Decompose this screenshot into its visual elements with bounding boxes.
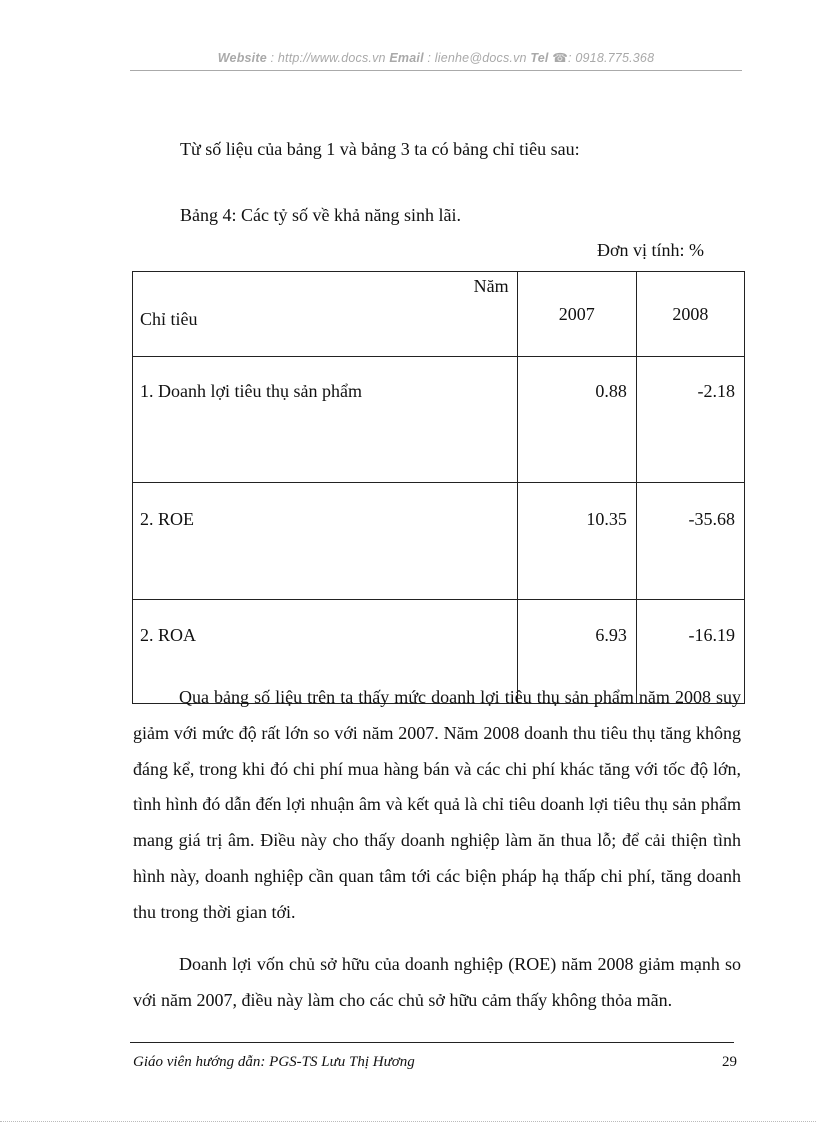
row-label: 1. Doanh lợi tiêu thụ sản phẩm: [133, 357, 518, 483]
footer-divider: [130, 1042, 734, 1043]
row-label: 2. ROA: [133, 600, 518, 704]
page-header: [130, 50, 742, 65]
analysis-paragraph-2: Doanh lợi vốn chủ sở hữu của doanh nghiệp (ROE) năm 2008 giảm mạnh so với năm 2007, điều này làm cho các chủ sở hữu cảm thấy không thỏa mãn.: [133, 954, 741, 1010]
advisor-credit: Giáo viên hướng dẫn: PGS-TS Lưu Thị Hương: [133, 1054, 415, 1070]
page-number: 29: [722, 1054, 737, 1070]
value-2007: 6.93: [517, 600, 636, 704]
intro-text: Từ số liệu của bảng 1 và bảng 3 ta có bảng chỉ tiêu sau:: [180, 139, 580, 159]
analysis-paragraph-1: Qua bảng số liệu trên ta thấy mức doanh lợi tiêu thụ sản phẩm năm 2008 suy giảm với mức độ rất lớn so với năm 2007. Năm 2008 doanh thu tiêu thụ tăng không đáng kể, trong khi đó chi phí mua hàng bán và các chi phí khác tăng với tốc độ lớn, tình hình đó dẫn đến lợi nhuận âm và kết quả là chỉ tiêu doanh lợi tiêu thụ sản phẩm mang giá trị âm. Điều này cho thấy doanh nghiệp làm ăn thua lỗ; để cải thiện tình hình này, doanh nghiệp cần quan tâm tới các biện pháp hạ thấp chi phí, tăng doanh thu trong thời gian tới.: [133, 687, 741, 922]
table-row: [133, 483, 745, 600]
tel-value: ☎: 0918.775.368: [548, 51, 655, 65]
profitability-table: [132, 271, 745, 704]
header-indicator-label: Chỉ tiêu: [140, 309, 198, 329]
value-2008: -35.68: [636, 483, 744, 600]
year-header-2008: 2008: [636, 272, 744, 357]
table-caption: Bảng 4: Các tỷ số về khả năng sinh lãi.: [180, 205, 461, 225]
header-year-label: Năm: [473, 276, 509, 296]
row-label: 2. ROE: [133, 483, 518, 600]
website-value: : http://www.docs.vn: [266, 51, 390, 65]
unit-label: Đơn vị tính: %: [597, 240, 705, 260]
tel-label: Tel: [530, 51, 549, 65]
website-label: Website: [217, 51, 267, 65]
table-header-row: [133, 272, 745, 357]
value-2007: 0.88: [517, 357, 636, 483]
value-2008: -2.18: [636, 357, 744, 483]
header-divider: [130, 70, 742, 71]
page-boundary: [0, 1121, 816, 1122]
diagonal-header-cell: [133, 272, 518, 357]
table-row: [133, 357, 745, 483]
year-header-2007: 2007: [517, 272, 636, 357]
value-2008: -16.19: [636, 600, 744, 704]
email-value: : lienhe@docs.vn: [423, 51, 531, 65]
value-2007: 10.35: [517, 483, 636, 600]
email-label: Email: [389, 51, 424, 65]
